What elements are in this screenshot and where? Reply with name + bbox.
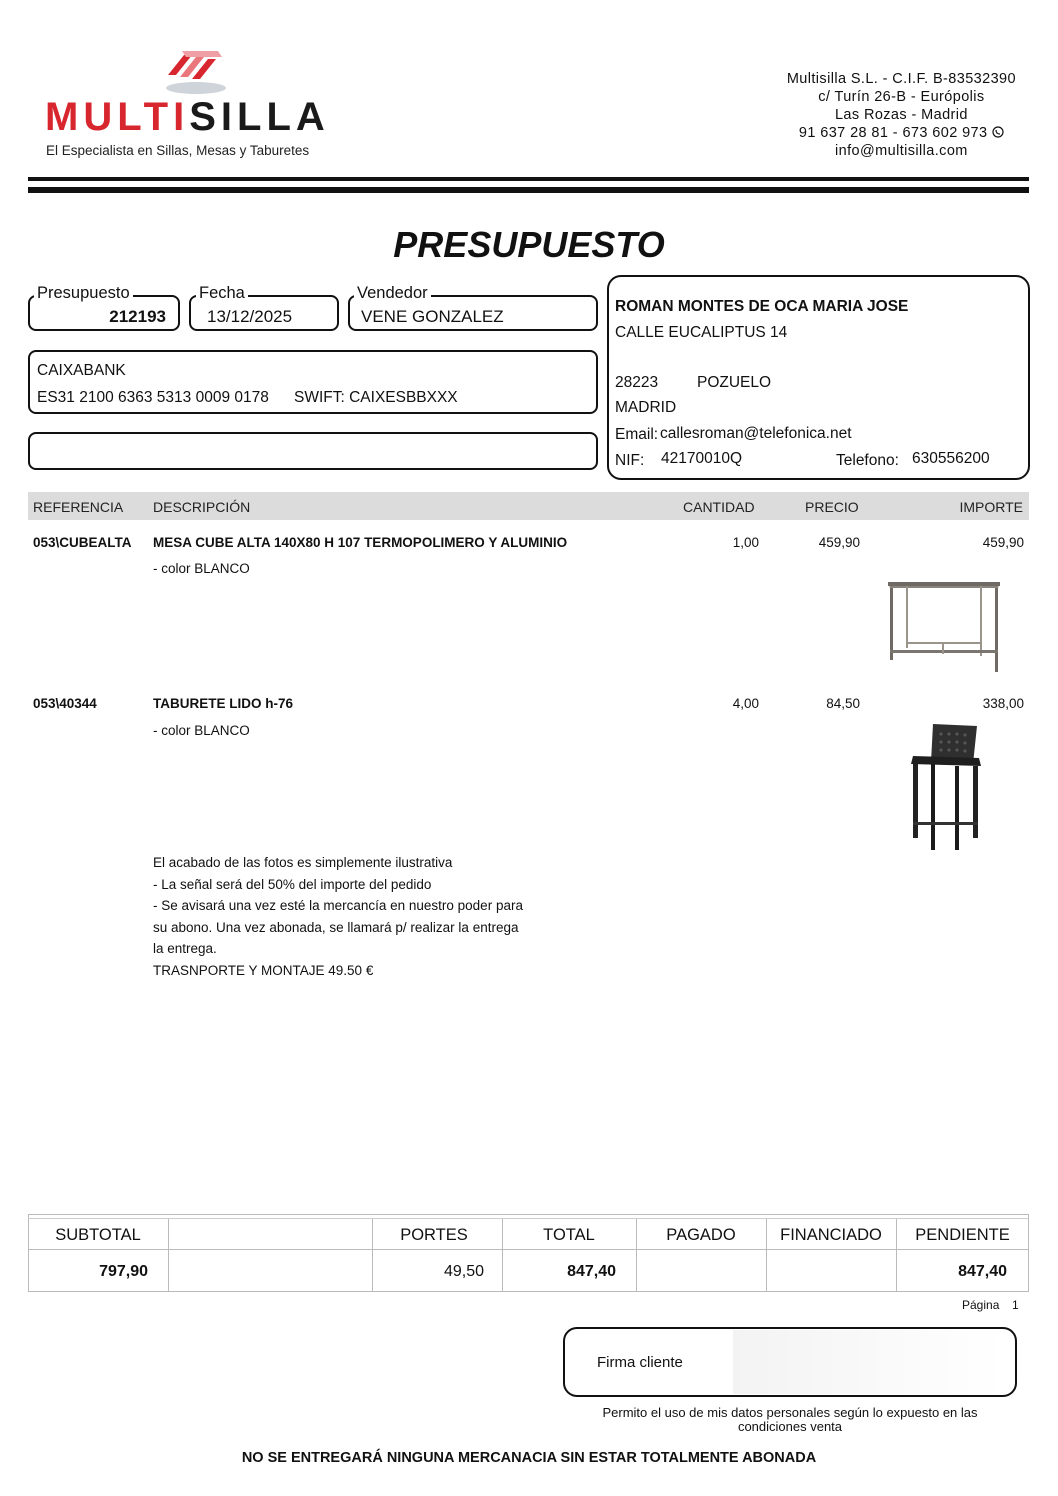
note-line: - Se avisará una vez esté la mercancía en nuestro poder para — [153, 898, 523, 913]
consent-line: Permito el uso de mis datos personales según lo expuesto en las — [602, 1405, 978, 1420]
total-value: 847,40 — [567, 1263, 616, 1280]
page-label: Página — [962, 1298, 1000, 1312]
vendedor-label: Vendedor — [354, 283, 431, 303]
page-number: 1 — [1012, 1298, 1019, 1312]
client-nif: 42170010Q — [661, 450, 743, 467]
financiado-label: FINANCIADO — [780, 1226, 882, 1244]
bank-name: CAIXABANK — [37, 362, 126, 379]
subtotal-value: 797,90 — [99, 1263, 148, 1280]
header-rule — [28, 187, 1029, 193]
bar-stool-image — [905, 722, 985, 852]
presupuesto-label: Presupuesto — [34, 283, 133, 303]
client-postal-code: 28223 — [615, 374, 659, 391]
signature-area — [733, 1330, 1003, 1394]
subtotal-label: SUBTOTAL — [55, 1226, 141, 1244]
row-description: MESA CUBE ALTA 140X80 H 107 TERMOPOLIMERO Y ALUMINIO — [153, 535, 568, 550]
bar-table-image — [884, 578, 1004, 676]
col-descripcion: DESCRIPCIÓN — [153, 499, 251, 515]
row-cantidad: 4,00 — [732, 696, 759, 711]
note-line: - La señal será del 50% del importe del pedido — [153, 876, 432, 892]
bank-iban: ES31 2100 6363 5313 0009 0178 — [37, 389, 269, 406]
row-ref: 053\CUBEALTA — [33, 535, 132, 550]
whatsapp-icon — [992, 126, 1004, 138]
pagado-label: PAGADO — [666, 1226, 736, 1244]
notes-block — [153, 852, 523, 981]
privacy-consent — [578, 1406, 1002, 1434]
company-line: Multisilla S.L. - C.I.F. B-83532390 — [786, 71, 1016, 87]
logo-tagline: El Especialista en Sillas, Mesas y Taburetes — [46, 143, 310, 158]
col-referencia: REFERENCIA — [33, 499, 124, 515]
pendiente-label: PENDIENTE — [915, 1226, 1010, 1244]
vendedor-value: VENE GONZALEZ — [361, 307, 504, 326]
consent-line: condiciones venta — [737, 1419, 843, 1434]
col-precio: PRECIO — [805, 499, 859, 515]
row-cantidad: 1,00 — [732, 535, 759, 550]
row-precio: 459,90 — [818, 535, 860, 550]
document-title: PRESUPUESTO — [393, 224, 665, 265]
bank-swift: SWIFT: CAIXESBBXXX — [294, 389, 458, 406]
row-detail: - color BLANCO — [153, 723, 250, 738]
total-label: TOTAL — [543, 1226, 595, 1244]
portes-value: 49,50 — [443, 1263, 484, 1280]
pendiente-value: 847,40 — [958, 1263, 1007, 1280]
note-line: TRASNPORTE Y MONTAJE 49.50 € — [153, 962, 374, 978]
portes-label: PORTES — [400, 1226, 468, 1244]
note-line: El acabado de las fotos es simplemente ilustrativa — [153, 855, 453, 870]
fecha-value: 13/12/2025 — [207, 307, 293, 326]
row-importe: 459,90 — [982, 535, 1024, 550]
client-address: CALLE EUCALIPTUS 14 — [615, 324, 788, 341]
client-nif-label: NIF: — [615, 452, 645, 469]
row-importe: 338,00 — [982, 696, 1024, 711]
totals-divider — [168, 1219, 169, 1291]
row-detail: - color BLANCO — [153, 561, 250, 576]
client-email: callesroman@telefonica.net — [660, 425, 852, 442]
row-precio: 84,50 — [826, 696, 860, 711]
col-cantidad: CANTIDAD — [683, 499, 755, 515]
client-phone-label: Telefono: — [836, 452, 899, 469]
totals-rule — [28, 1218, 1029, 1219]
totals-rule — [28, 1249, 1029, 1250]
company-info — [787, 70, 1016, 160]
company-email: info@multisilla.com — [835, 143, 968, 159]
logo-icon — [160, 45, 230, 95]
note-line: su abono. Una vez abonada, se llamará p/ realizar la entrega — [153, 919, 519, 935]
company-line: c/ Turín 26-B - Európolis — [818, 89, 985, 105]
note-line: la entrega. — [153, 941, 217, 956]
company-line: Las Rozas - Madrid — [834, 107, 968, 123]
col-importe: IMPORTE — [959, 499, 1023, 515]
client-phone: 630556200 — [912, 450, 990, 467]
company-phone-line: 91 637 28 81 - 673 602 973 — [787, 124, 1016, 142]
observations-box — [28, 432, 598, 470]
company-logo: MULTISILLA — [45, 95, 330, 139]
signature-label: Firma cliente — [597, 1354, 683, 1371]
header-rule — [28, 177, 1029, 181]
presupuesto-number: 212193 — [109, 307, 166, 326]
client-city: POZUELO — [697, 374, 772, 391]
row-description: TABURETE LIDO h-76 — [153, 696, 294, 711]
client-province: MADRID — [615, 399, 677, 416]
row-ref: 053\40344 — [33, 696, 97, 711]
fecha-label: Fecha — [196, 283, 248, 303]
client-name: ROMAN MONTES DE OCA MARIA JOSE — [615, 298, 909, 315]
footer-notice: NO SE ENTREGARÁ NINGUNA MERCANACIA SIN ESTAR TOTALMENTE ABONADA — [241, 1450, 817, 1466]
client-email-label: Email: — [615, 426, 659, 443]
